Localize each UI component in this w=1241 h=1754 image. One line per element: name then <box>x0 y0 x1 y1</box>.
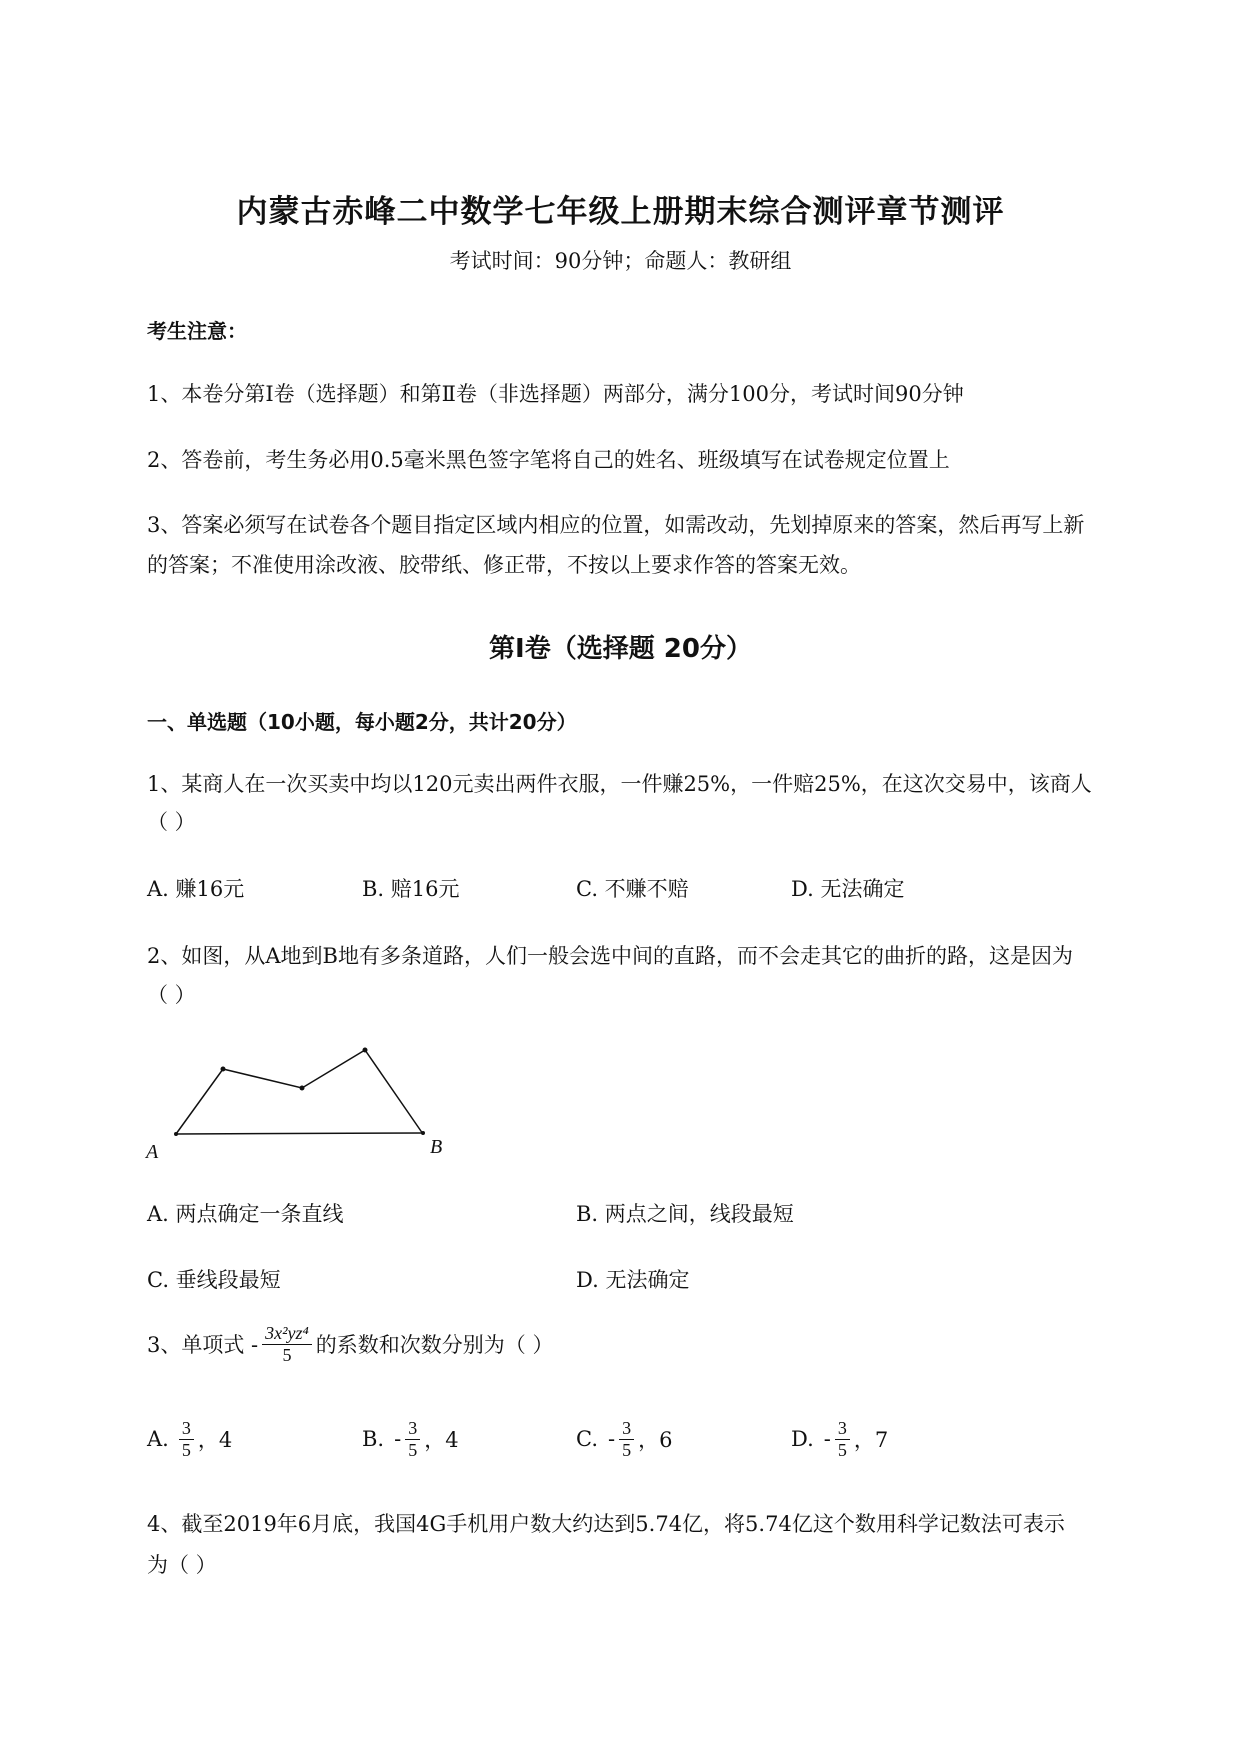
point-b-dot <box>421 1131 425 1135</box>
question-3-prefix: 3、单项式 - <box>147 1333 259 1358</box>
option-degree: ，7 <box>853 1428 889 1453</box>
section-title: 第Ⅰ卷（选择题 20分） <box>489 634 752 664</box>
point-b-label: B <box>430 1136 443 1158</box>
q1-option-b[interactable]: B. 赔16元 <box>362 877 460 901</box>
option-fraction <box>619 1418 634 1460</box>
notice-item-1: 1、本卷分第Ⅰ卷（选择题）和第Ⅱ卷（非选择题）两部分，满分100分，考试时间90分钟 <box>147 382 964 406</box>
fraction-numerator: 3 <box>835 1418 850 1440</box>
q3-option-d[interactable] <box>791 1418 888 1460</box>
monomial-numerator: 3x²yz⁴ <box>262 1323 312 1345</box>
option-degree: ，4 <box>424 1428 459 1453</box>
point-a-dot <box>174 1132 178 1136</box>
option-letter: D. <box>791 1427 814 1452</box>
option-letter: B. <box>362 1427 385 1452</box>
option-degree: ，6 <box>638 1428 673 1453</box>
q2-option-b[interactable]: B. 两点之间，线段最短 <box>576 1202 794 1226</box>
option-fraction <box>835 1418 850 1460</box>
q2-option-a[interactable]: A. 两点确定一条直线 <box>147 1202 344 1226</box>
route-vertex <box>221 1067 226 1072</box>
question-4-stem: 4、截至2019年6月底，我国4G手机用户数大约达到5.74亿，将5.74亿这个数用科学记数法可表示 <box>147 1512 1065 1536</box>
option-sign: - <box>394 1427 402 1452</box>
question-4-blank: 为（ ） <box>147 1553 217 1577</box>
fraction-denominator: 5 <box>837 1439 847 1460</box>
fraction-denominator: 5 <box>622 1439 632 1460</box>
question-3-suffix: 的系数和次数分别为（ ） <box>315 1333 554 1358</box>
option-sign: - <box>823 1427 831 1452</box>
fraction-numerator: 3 <box>619 1418 634 1440</box>
group-heading: 一、单选题（10小题，每小题2分，共计20分） <box>147 710 577 734</box>
monomial-denominator: 5 <box>282 1344 292 1365</box>
route-figure <box>140 1035 460 1165</box>
q3-option-a[interactable] <box>147 1418 232 1460</box>
straight-route <box>176 1133 423 1134</box>
q3-option-b[interactable] <box>362 1418 459 1460</box>
fraction-denominator: 5 <box>408 1439 418 1460</box>
option-letter: A. <box>147 1427 169 1452</box>
q2-option-d[interactable]: D. 无法确定 <box>576 1268 690 1292</box>
curved-route <box>176 1050 423 1134</box>
question-1-stem: 1、某商人在一次买卖中均以120元卖出两件衣服，一件赚25%，一件赔25%，在这次交易中，该商人 <box>147 772 1092 796</box>
question-2-stem: 2、如图，从A地到B地有多条道路，人们一般会选中间的直路，而不会走其它的曲折的路，这是因为 <box>147 944 1073 968</box>
fraction-numerator: 3 <box>179 1418 194 1440</box>
option-sign: - <box>608 1427 616 1452</box>
route-vertex <box>300 1086 305 1091</box>
notice-item-2: 2、答卷前，考生务必用0.5毫米黑色签字笔将自己的姓名、班级填写在试卷规定位置上 <box>147 448 950 472</box>
q3-option-c[interactable] <box>576 1418 672 1460</box>
notice-item-3: 3、答案必须写在试卷各个题目指定区域内相应的位置，如需改动，先划掉原来的答案，然后再写上新 <box>147 513 1085 537</box>
q2-option-c[interactable]: C. 垂线段最短 <box>147 1268 281 1292</box>
option-letter: C. <box>576 1427 598 1452</box>
route-vertex <box>363 1048 368 1053</box>
q1-option-a[interactable]: A. 赚16元 <box>147 877 245 901</box>
question-3-stem <box>147 1323 553 1365</box>
option-degree: ，4 <box>197 1428 233 1453</box>
notice-item-3-cont: 的答案；不准使用涂改液、胶带纸、修正带，不按以上要求作答的答案无效。 <box>147 553 861 577</box>
question-2-blank: （ ） <box>147 983 196 1007</box>
fraction-numerator: 3 <box>405 1418 420 1440</box>
monomial-fraction <box>262 1323 312 1365</box>
q1-option-d[interactable]: D. 无法确定 <box>791 877 905 901</box>
page-title: 内蒙古赤峰二中数学七年级上册期末综合测评章节测评 <box>236 194 1005 230</box>
question-1-blank: （ ） <box>147 810 196 834</box>
q1-option-c[interactable]: C. 不赚不赔 <box>576 877 689 901</box>
exam-info: 考试时间：90分钟；命题人：教研组 <box>449 249 792 273</box>
point-a-label: A <box>146 1141 159 1163</box>
notice-heading: 考生注意： <box>147 319 247 343</box>
option-fraction <box>405 1418 420 1460</box>
fraction-denominator: 5 <box>181 1439 191 1460</box>
option-fraction <box>179 1418 194 1460</box>
